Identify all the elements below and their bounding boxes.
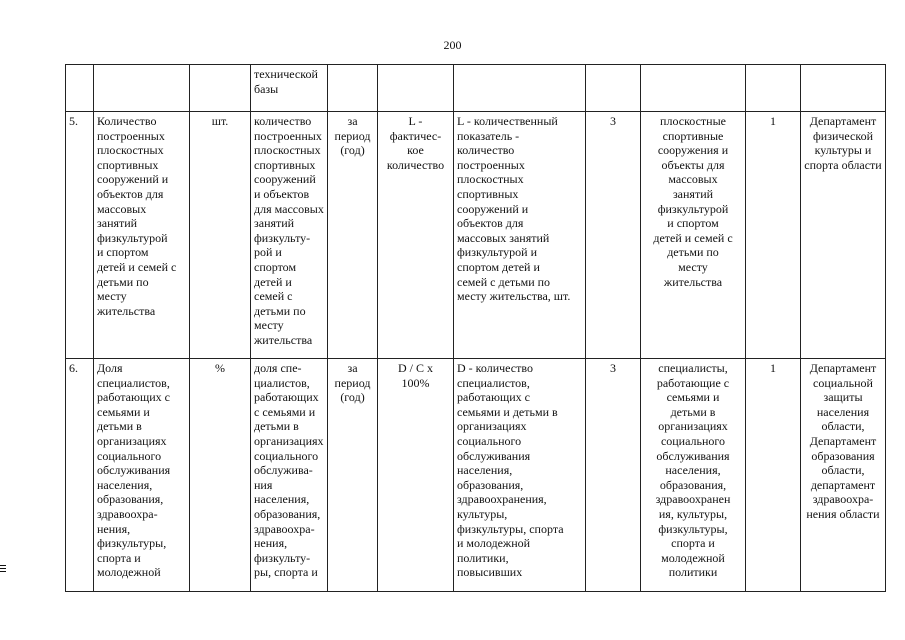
cell-responsible: Департамент физической культуры и спорта области [801,112,886,359]
cell-period: за период (год) [328,112,378,359]
cell-name: Количество построенных плоскостных спортивных сооружений и объектов для массовых занятий физкультурой и спортом детей и семей с детьми по месту жительства [94,112,190,359]
table-row-continuation [66,65,886,112]
cell-unit: % [190,359,251,592]
cell-collection [746,65,801,112]
cell-name [94,65,190,112]
cell-formula: D / C x 100% [378,359,454,592]
cell-responsible [801,65,886,112]
cell-explanation: L - количественный показатель - количество построенных плоскостных спортивных сооружений и объектов для массовых занятий физкультурой и спортом детей и семей с детьми по месту жительства, шт. [454,112,586,359]
cell-unit [190,65,251,112]
cell-definition: технической базы [251,65,328,112]
cell-observation [641,65,746,112]
cell-observation: плоскостные спортивные сооружения и объекты для массовых занятий физкультурой и спортом детей и семей с детьми по месту жительства [641,112,746,359]
cell-formula [378,65,454,112]
table-row [66,112,886,359]
scan-edge-mark [0,565,6,573]
cell-observation: специалисты, работающие с семьями и детьми в организациях социального обслуживания населения, образования, здравоохранен ия, культуры, физкультуры, спорта и молодежной политики [641,359,746,592]
cell-method [586,65,641,112]
cell-definition: доля спе- циалистов, работающих с семьями и детьми в организациях социального обслужива- ния населения, образования, здравоохра- нения, физкульту- ры, спорта и [251,359,328,592]
cell-name: Доля специалистов, работающих с семьями и детьми в организациях социального обслуживания населения, образования, здравоохра- нения, физкультуры, спорта и молодежной [94,359,190,592]
cell-collection: 1 [746,359,801,592]
cell-formula: L - фактичес- кое количество [378,112,454,359]
cell-period [328,65,378,112]
cell-period: за период (год) [328,359,378,592]
cell-unit: шт. [190,112,251,359]
cell-num: 5. [66,112,94,359]
cell-num [66,65,94,112]
page-number: 200 [443,38,462,52]
cell-responsible: Департамент социальной защиты населения области, Департамент образования области, департамент здравоохра- нения области [801,359,886,592]
cell-num: 6. [66,359,94,592]
indicator-table [65,64,886,592]
cell-collection: 1 [746,112,801,359]
cell-definition: количество построенных плоскостных спортивных сооружений и объектов для массовых занятий физкульту- рой и спортом детей и семей с детьми по месту жительства [251,112,328,359]
cell-explanation: D - количество специалистов, работающих с семьями и детьми в организациях социального обслуживания населения, образования, здравоохранения, культуры, физкультуры, спорта и молодежной политики, повысивших [454,359,586,592]
cell-method: 3 [586,112,641,359]
cell-explanation [454,65,586,112]
table-row [66,359,886,592]
cell-method: 3 [586,359,641,592]
